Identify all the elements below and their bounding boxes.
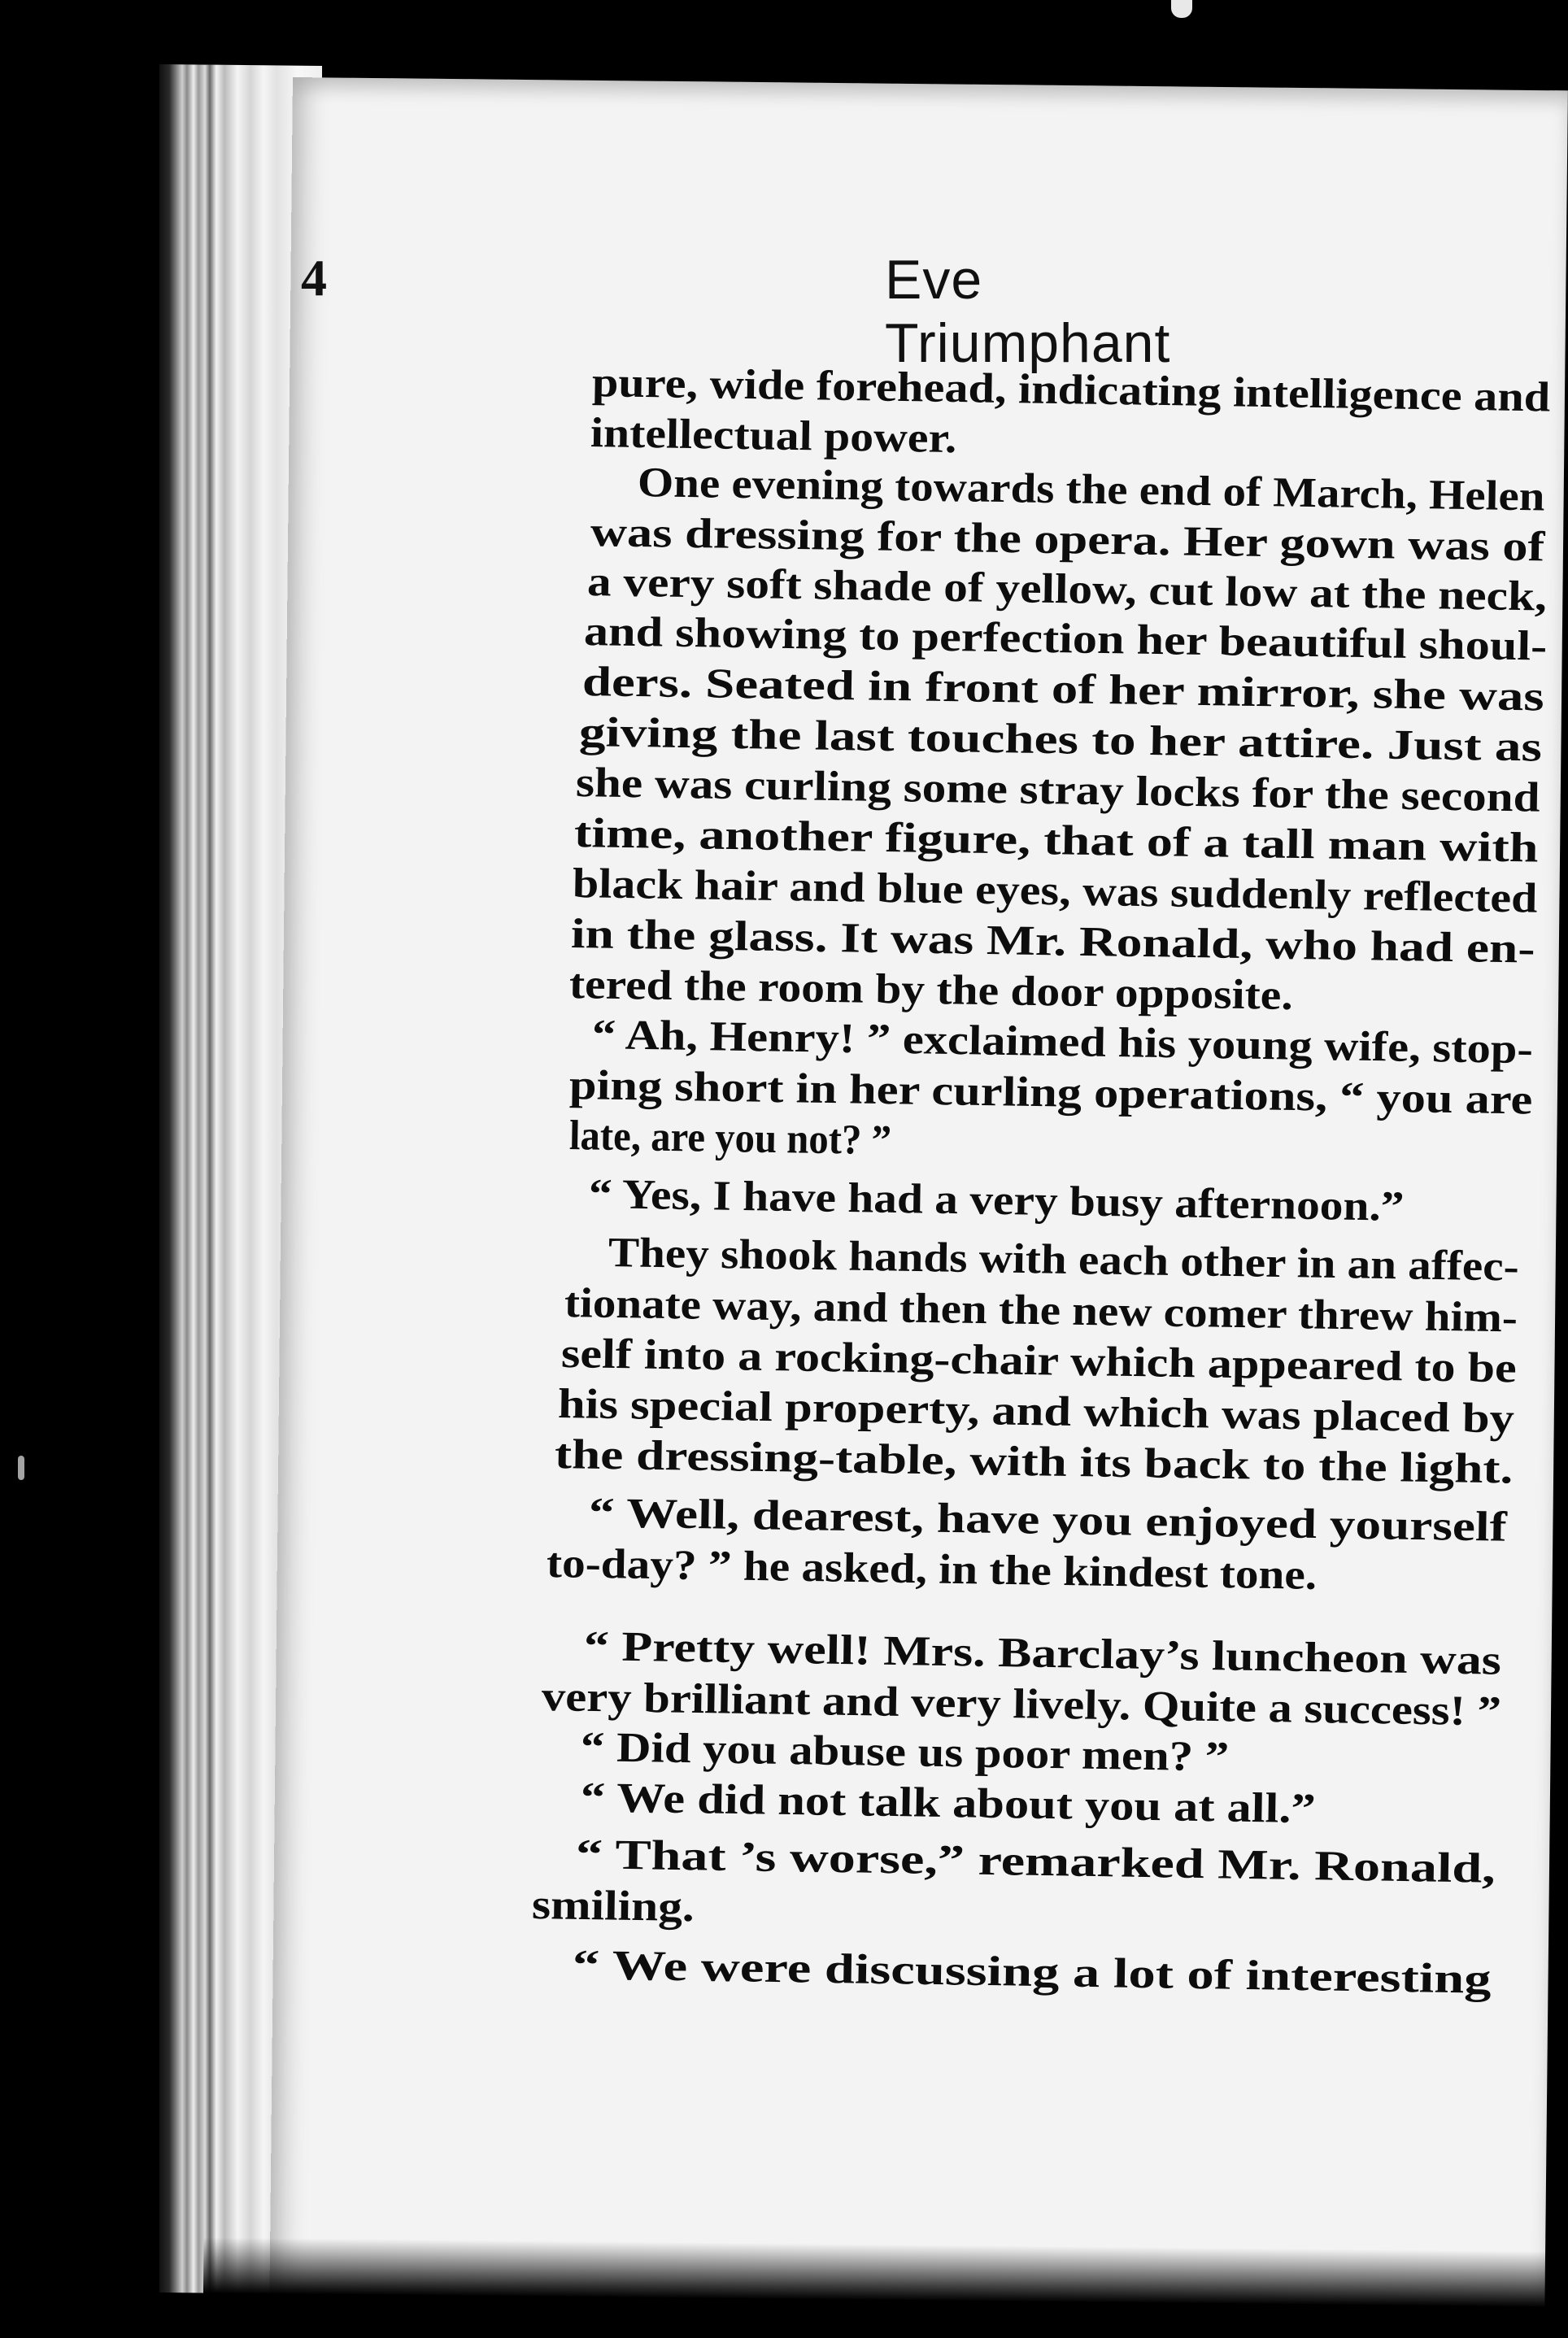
page-number: 4 (301, 249, 327, 307)
text-line: a very soft shade of yellow, cut low at the neck, (586, 559, 1548, 620)
text-line: the dressing-table, with its back to the light. (554, 1431, 1514, 1493)
text-line: tered the room by the door opposite. (568, 961, 1294, 1019)
text-line: One evening towards the end of March, Helen (637, 459, 1545, 520)
text-line: ders. Seated in front of her mirror, she was (581, 659, 1545, 721)
text-line: “ We were discussing a lot of interesting (572, 1942, 1492, 2003)
text-line: was dressing for the opera. Her gown was of (590, 509, 1545, 571)
text-line: smiling. (531, 1882, 695, 1931)
text-line: in the glass. It was Mr. Ronald, who had en- (570, 911, 1535, 973)
text-line: his special property, and which was placed by (557, 1381, 1515, 1443)
page-bottom-shadow (203, 2237, 1568, 2338)
text-line: giving the last touches to her attire. Just as (578, 709, 1543, 771)
text-line: pure, wide forehead, indicating intelligence and (591, 359, 1551, 421)
text-line: “ We did not talk about you at all.” (580, 1774, 1317, 1833)
text-line: “ That ’s worse,” remarked Mr. Ronald, (575, 1831, 1496, 1892)
text-line: black hair and blue eyes, was suddenly reflected (572, 860, 1538, 922)
text-line: tionate way, and then the new comer threw him- (564, 1280, 1518, 1342)
text-line: ping short in her curling operations, “ you are (568, 1062, 1533, 1124)
text-line: “ Well, dearest, have you enjoyed yourself (588, 1490, 1508, 1551)
text-line: time, another figure, that of a tall man with (573, 810, 1539, 872)
text-line: very brilliant and very lively. Quite a success! ” (541, 1674, 1502, 1735)
scan-speck (18, 1456, 24, 1480)
text-line: late, are you not? ” (568, 1112, 892, 1165)
text-line: “ Ah, Henry! ” exclaimed his young wife, stop- (591, 1012, 1534, 1073)
running-head: Eve Triumphant (885, 249, 1171, 374)
scan-speck (1171, 0, 1192, 18)
text-line: she was curling some stray locks for the second (575, 760, 1540, 821)
text-line: “ Pretty well! Mrs. Barclay’s luncheon was (583, 1623, 1502, 1684)
text-line: to-day? ” he asked, in the kindest tone. (546, 1540, 1318, 1599)
text-line: self into a rocking-chair which appeared to be (560, 1330, 1518, 1392)
text-line: and showing to perfection her beautiful shoul- (583, 608, 1548, 670)
text-line: “ Did you abuse us poor men? ” (580, 1724, 1230, 1781)
page-header (301, 240, 1277, 374)
text-line: intellectual power. (590, 410, 957, 463)
text-line: “ Yes, I have had a very busy afternoon.” (588, 1171, 1405, 1230)
text-line: They shook hands with each other in an affec- (608, 1230, 1520, 1291)
